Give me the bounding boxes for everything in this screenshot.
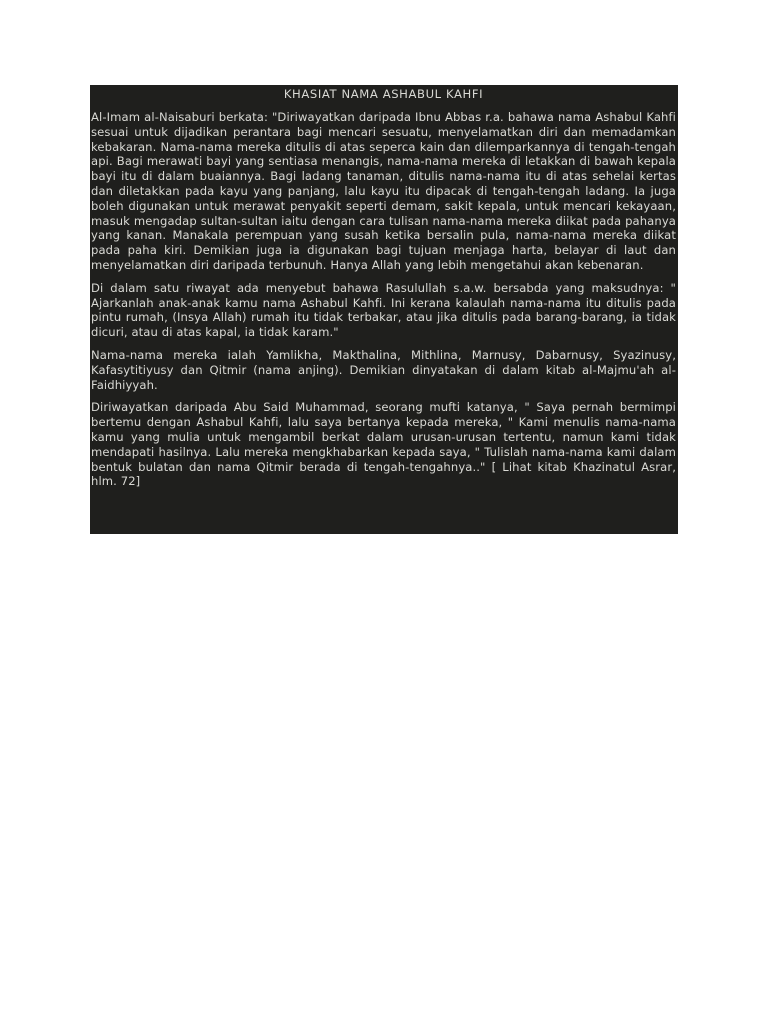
document-text-box <box>90 85 678 534</box>
paragraph-hadith: Di dalam satu riwayat ada menyebut bahawa Rasulullah s.a.w. bersabda yang maksudnya: " Ajarkanlah anak-anak kamu nama Ashabul Kahfi. Ini kerana kalaulah nama-nama itu ditulis pada pintu rumah, (Insya Allah) rumah itu tidak terbakar, atau jika ditulis pada barang-barang, ia tidak dicuri, atau di atas kapal, ia tidak karam." <box>91 280 676 340</box>
paragraph-dream: Diriwayatkan daripada Abu Said Muhammad, seorang mufti katanya, " Saya pernah bermimpi bertemu dengan Ashabul Kahfi, lalu saya bertanya kepada mereka, " Kami menulis nama-nama kamu yang mulia untuk mengambil berkat dalam urusan-urusan tertentu, namun kami tidak mendapati hasilnya. Lalu mereka mengkhabarkan kepada saya, " Tulislah nama-nama kami dalam bentuk bulatan dan nama Qitmir berada di tengah-tengahnya.." [ Lihat kitab Khazinatul Asrar, hlm. 72] <box>91 400 676 489</box>
paragraph-names: Nama-nama mereka ialah Yamlikha, Makthalina, Mithlina, Marnusy, Dabarnusy, Syazinusy, Kafasytitiyusy dan Qitmir (nama anjing). Demikian dinyatakan di dalam kitab al-Majmu'ah al-Faidhiyyah. <box>91 347 676 392</box>
document-title: KHASIAT NAMA ASHABUL KAHFI <box>283 87 484 101</box>
paragraph-intro: Al-Imam al-Naisaburi berkata: "Diriwayatkan daripada Ibnu Abbas r.a. bahawa nama Ashabul Kahfi sesuai untuk dijadikan perantara bagi mencari sesuatu, menyelamatkan diri dan memadamkan kebakaran. Nama-nama mereka ditulis di atas seperca kain dan dilemparkannya di tengah-tengah api. Bagi merawati bayi yang sentiasa menangis, nama-nama mereka di letakkan di bawah kepala bayi itu di dalam buaiannya. Bagi ladang tanaman, ditulis nama-nama itu di atas sehelai kertas dan diletakkan pada kayu yang panjang, lalu kayu itu dipacak di tengah-tengah ladang. Ia juga boleh digunakan untuk merawat penyakit seperti demam, sakit kepala, untuk mencari kekayaan, masuk mengadap sultan-sultan iaitu dengan cara tulisan nama-nama mereka diikat pada pahanya yang kanan. Manakala perempuan yang susah ketika bersalin pula, nama-nama mereka diikat pada paha kiri. Demikian juga ia digunakan bagi tujuan menjaga harta, belayar di laut dan menyelamatkan diri daripada terbunuh. Hanya Allah yang lebih mengetahui akan kebenaran. <box>91 110 676 272</box>
